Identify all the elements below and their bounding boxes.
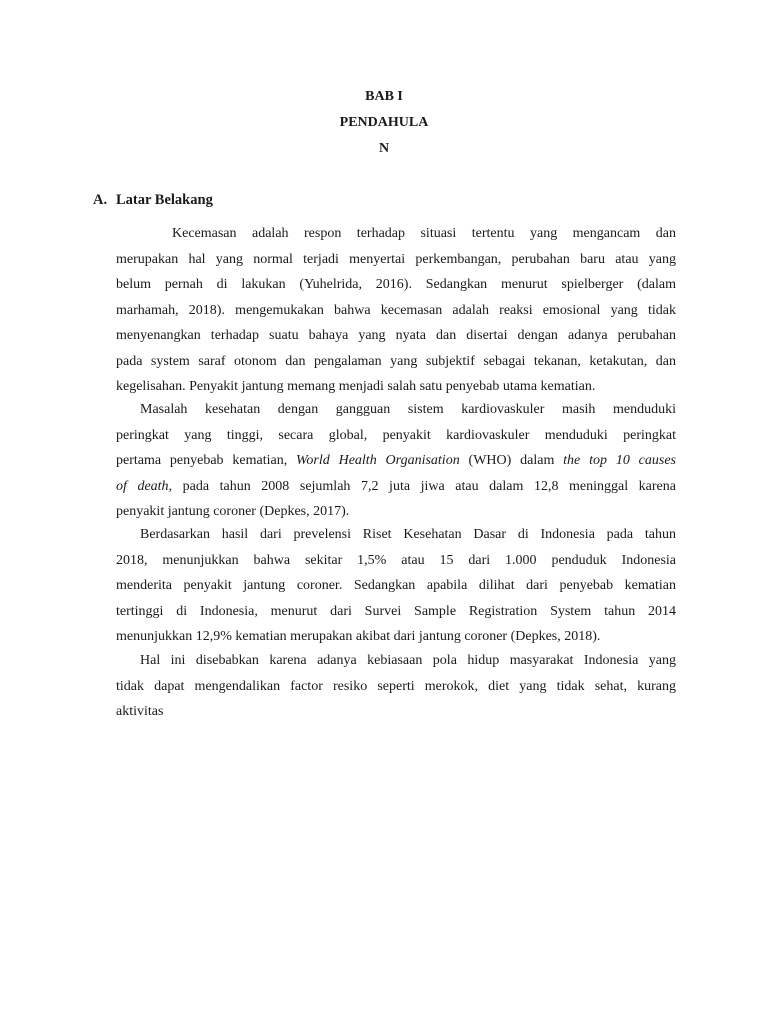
text-run: (WHO) dalam xyxy=(459,453,564,468)
paragraph-line: aktivitas xyxy=(116,704,164,719)
section-heading xyxy=(93,188,213,212)
paragraph-line: kegelisahan. Penyakit jantung memang menjadi salah satu penyebab utama kematian. xyxy=(116,379,596,394)
paragraph-line: tidak dapat mengendalikan factor resiko seperti merokok, diet yang tidak sehat, kurang xyxy=(116,678,676,694)
paragraph-1 xyxy=(116,221,676,400)
paragraph-line: penyakit jantung coroner (Depkes, 2017). xyxy=(116,504,350,519)
paragraph-line: menyenangkan terhadap suatu bahaya yang nyata dan disertai dengan adanya perubahan xyxy=(116,328,676,343)
paragraph-line: peringkat yang tinggi, secara global, penyakit kardiovaskuler menduduki peringkat xyxy=(116,427,676,443)
paragraph-line: belum pernah di lakukan (Yuhelrida, 2016). Sedangkan menurut spielberger (dalam xyxy=(116,277,676,292)
chapter-number: BAB I xyxy=(365,89,403,104)
paragraph-line: merupakan hal yang normal terjadi menyertai perkembangan, perubahan baru atau yang xyxy=(116,251,676,267)
paragraph-line: Berdasarkan hasil dari prevelensi Riset Kesehatan Dasar di Indonesia pada tahun xyxy=(140,527,676,542)
paragraph-line: menunjukkan 12,9% kematian merupakan akibat dari jantung coroner (Depkes, 2018). xyxy=(116,629,601,644)
section-title: Latar Belakang xyxy=(116,192,213,208)
paragraph-line-mixed xyxy=(116,474,676,500)
chapter-heading xyxy=(0,84,768,162)
chapter-title-line-1: PENDAHULA xyxy=(339,115,429,130)
paragraph-4 xyxy=(116,648,676,725)
paragraph-3 xyxy=(116,522,676,650)
paragraph-line: Hal ini disebabkan karena adanya kebiasaan pola hidup masyarakat Indonesia yang xyxy=(140,653,676,668)
text-run: , pada tahun 2008 sejumlah 7,2 juta jiwa atau dalam 12,8 meninggal karena xyxy=(168,478,676,494)
paragraph-line: Kecemasan adalah respon terhadap situasi tertentu yang mengancam dan xyxy=(172,226,676,241)
paragraph-line: marhamah, 2018). mengemukakan bahwa kecemasan adalah reaksi emosional yang tidak xyxy=(116,302,676,318)
text-run: pertama penyebab kematian, xyxy=(116,453,297,468)
paragraph-line: pada system saraf otonom dan pengalaman yang subjektif sebagai tekanan, ketakutan, dan xyxy=(116,353,676,369)
paragraph-line: 2018, menunjukkan bahwa sekitar 1,5% atau 15 dari 1.000 penduduk Indonesia xyxy=(116,552,676,568)
paragraph-line: tertinggi di Indonesia, menurut dari Survei Sample Registration System tahun 2014 xyxy=(116,603,676,619)
paragraph-line: Masalah kesehatan dengan gangguan sistem kardiovaskuler masih menduduki xyxy=(140,402,676,417)
chapter-title-line-2: N xyxy=(378,141,390,156)
italic-term-of-death: of death xyxy=(116,478,169,494)
paragraph-line-mixed xyxy=(116,448,676,474)
italic-term-top10: the top 10 causes xyxy=(563,453,676,468)
section-letter: A. xyxy=(93,192,108,208)
paragraph-2 xyxy=(116,397,676,525)
paragraph-line: menderita penyakit jantung coroner. Sedangkan apabila dilihat dari penyebab kematian xyxy=(116,578,676,593)
italic-term-who: World Health Organisation xyxy=(296,453,460,468)
